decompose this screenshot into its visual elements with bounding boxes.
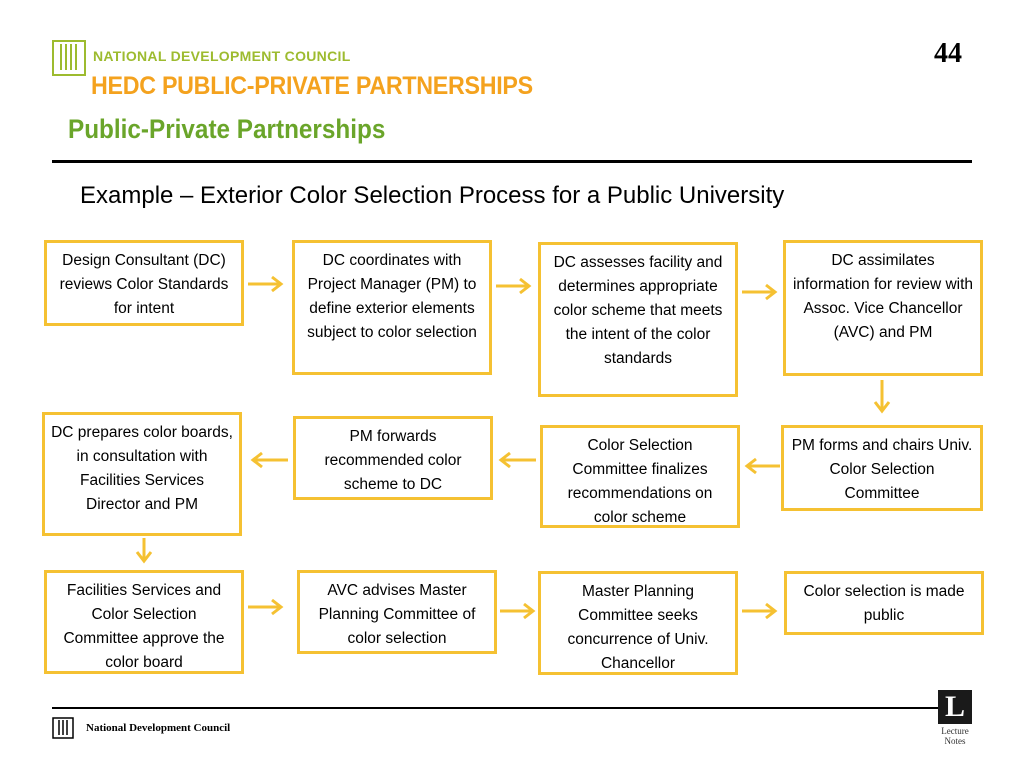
process-step-3: DC assesses facility and determines appropriate color scheme that meets the intent of the color standards [538, 242, 738, 397]
slide-title: Example – Exterior Color Selection Process for a Public University [80, 182, 785, 209]
columns-footer-icon [52, 717, 74, 739]
lecture-notes-word-1: Lecture [941, 726, 969, 736]
arrow-right-icon [498, 601, 538, 621]
program-name: HEDC PUBLIC-PRIVATE PARTNERSHIPS [91, 72, 533, 100]
arrow-down-icon [134, 536, 154, 564]
page-number: 44 [934, 38, 962, 69]
arrow-right-icon [494, 276, 534, 296]
org-name: NATIONAL DEVELOPMENT COUNCIL [93, 48, 351, 64]
process-step-9: Facilities Services and Color Selection Committee approve the color board [44, 570, 244, 674]
process-step-7: PM forwards recommended color scheme to DC [293, 416, 493, 500]
arrow-left-icon [496, 450, 538, 470]
footer-org-text: National Development Council [86, 722, 231, 734]
arrow-down-icon [872, 378, 892, 414]
process-step-8: DC prepares color boards, in consultation with Facilities Services Director and PM [42, 412, 242, 536]
arrow-right-icon [740, 282, 780, 302]
process-step-11: Master Planning Committee seeks concurrence of Univ. Chancellor [538, 571, 738, 675]
process-step-12: Color selection is made public [784, 571, 984, 635]
process-step-4: DC assimilates information for review with Assoc. Vice Chancellor (AVC) and PM [783, 240, 983, 376]
columns-logo-icon [52, 40, 86, 76]
lecture-notes-word-2: Notes [944, 736, 966, 746]
process-step-5: PM forms and chairs Univ. Color Selection Committee [781, 425, 983, 511]
process-step-10: AVC advises Master Planning Committee of color selection [297, 570, 497, 654]
lecture-notes-badge-icon: L [938, 690, 972, 724]
arrow-right-icon [246, 597, 286, 617]
arrow-left-icon [742, 456, 782, 476]
arrow-right-icon [740, 601, 780, 621]
header-divider [52, 160, 972, 163]
arrow-right-icon [246, 274, 286, 294]
section-title: Public-Private Partnerships [68, 114, 386, 144]
footer-divider [52, 707, 952, 709]
arrow-left-icon [248, 450, 290, 470]
process-step-6: Color Selection Committee finalizes recommendations on color scheme [540, 425, 740, 528]
process-step-1: Design Consultant (DC) reviews Color Standards for intent [44, 240, 244, 326]
process-step-2: DC coordinates with Project Manager (PM) to define exterior elements subject to color selection [292, 240, 492, 375]
